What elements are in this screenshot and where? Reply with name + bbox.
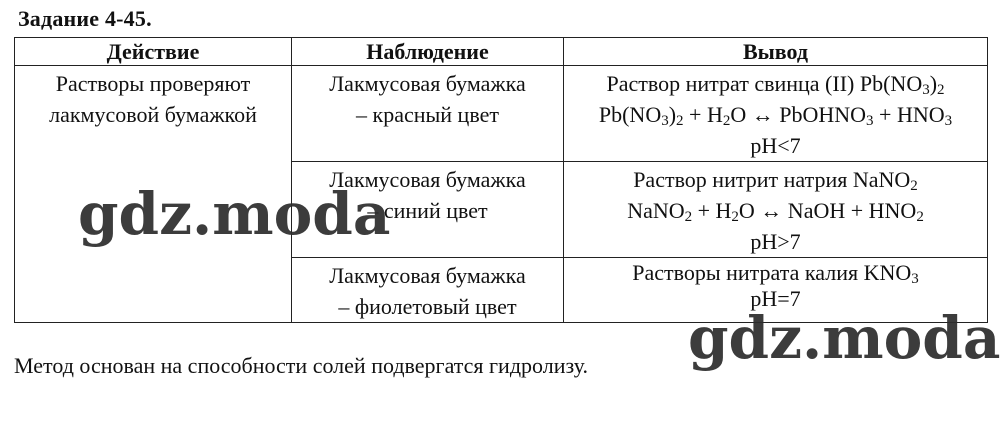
conclusion-cell xyxy=(564,66,988,162)
conclusion-salt-line: Растворы нитрата калия $KNO_3$ xyxy=(632,260,919,287)
action-line-2: лакмусовой бумажкой xyxy=(49,102,257,127)
conclusion-ph-line: pH>7 xyxy=(750,229,801,254)
observation-line: Лакмусовая бумажка xyxy=(329,167,526,192)
conclusion-cell xyxy=(564,162,988,258)
header-conclusion: Вывод xyxy=(564,38,988,66)
conclusion-ph-line: pH=7 xyxy=(750,286,801,311)
observation-line: Лакмусовая бумажка xyxy=(329,263,526,288)
conclusion-salt-line: Раствор нитрат свинца (II) $Pb(NO_3)_2$ xyxy=(606,71,945,98)
conclusion-salt-line: Раствор нитрит натрия NaNO$_2$ xyxy=(633,167,918,194)
table-row xyxy=(15,66,988,162)
observation-cell xyxy=(292,66,564,162)
task-title xyxy=(18,6,152,32)
footer-text: Метод основан на способности солей подвергатся гидролизу. xyxy=(14,353,589,378)
observation-line: – синий цвет xyxy=(367,198,488,223)
conclusion-equation-line: $Pb(NO_3)_2 + H_2O$ ↔ PbOHNO$_3$ + $HNO_3$ xyxy=(598,102,953,129)
observation-line: – красный цвет xyxy=(356,102,499,127)
observation-line: – фиолетовый цвет xyxy=(338,294,517,319)
watermark: gdz.moda xyxy=(688,304,1000,372)
task-title-text: Задание 4-45. xyxy=(18,6,152,31)
watermark: gdz.moda xyxy=(78,180,391,248)
header-observation: Наблюдение xyxy=(292,38,564,66)
header-action: Действие xyxy=(15,38,292,66)
observation-line: Лакмусовая бумажка xyxy=(329,71,526,96)
conclusion-ph-line: pH<7 xyxy=(750,133,801,158)
conclusion-equation-line: NaNO$_2$ + $H_2O$ ↔ NaOH + $HNO_2$ xyxy=(627,198,924,225)
observation-cell xyxy=(292,258,564,323)
table-header-row xyxy=(15,38,988,66)
action-line-1: Растворы проверяют xyxy=(55,71,251,96)
